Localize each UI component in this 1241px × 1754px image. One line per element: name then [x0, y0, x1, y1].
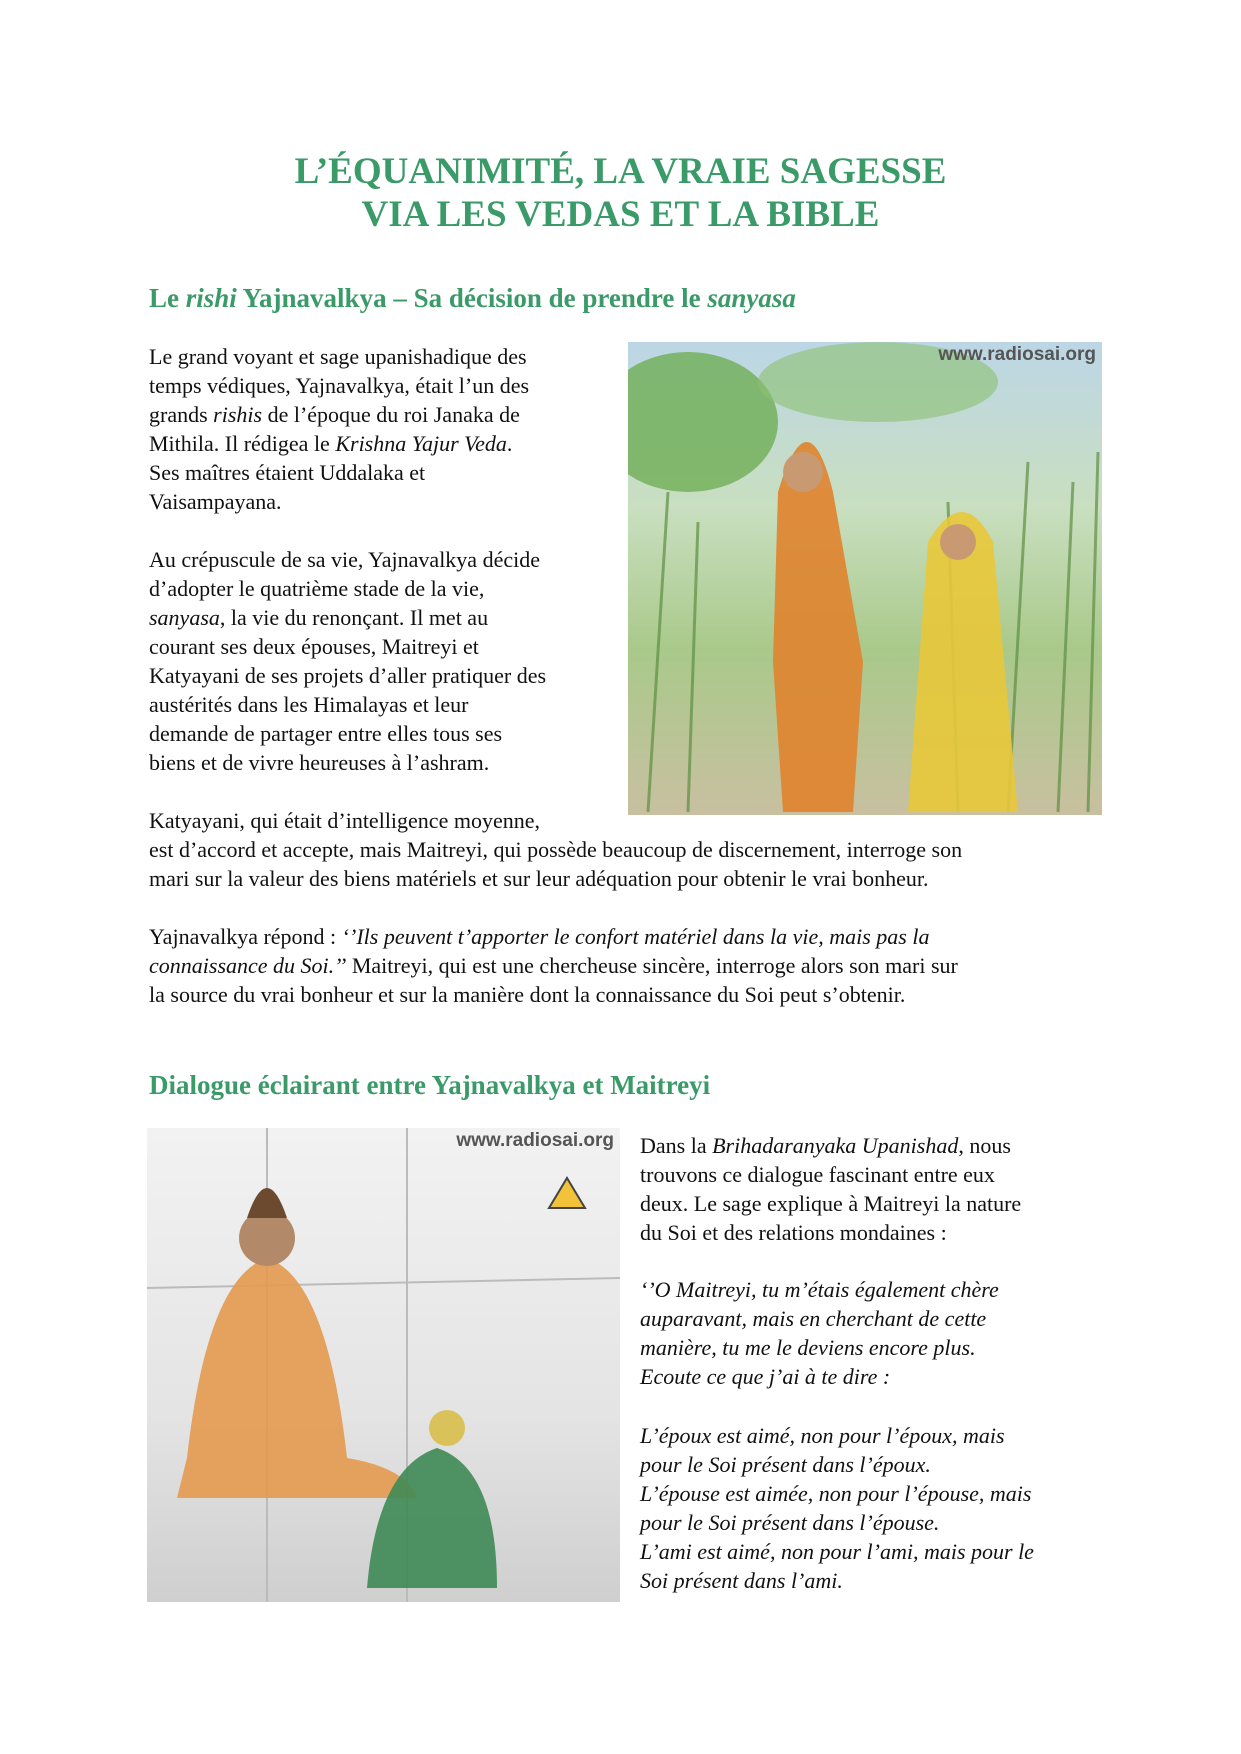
italic-text: connaissance du Soi.’’ [149, 953, 347, 978]
text-segment: Dans la [640, 1133, 713, 1158]
italic-text: rishi [185, 283, 237, 313]
text-segment: grands [149, 402, 214, 427]
image-watermark: www.radiosai.org [938, 344, 1096, 365]
italic-text: sanyasa [149, 605, 220, 630]
italic-text: L’époux est aimé, non pour l’époux, mais [640, 1423, 1005, 1448]
text-line [149, 980, 958, 1009]
text-segment: , la vie du renonçant. Il met au [219, 605, 489, 630]
text-line [149, 545, 546, 574]
text-segment: trouvons ce dialogue fascinant entre eux [640, 1162, 995, 1187]
text-line [640, 1304, 999, 1333]
paragraph-response [149, 922, 958, 1009]
text-segment: Katyayani de ses projets d’aller pratiquer des [149, 663, 547, 688]
section2-heading [149, 1069, 710, 1101]
italic-text: ‘’O Maitreyi, tu m’étais également chère [640, 1277, 999, 1302]
italic-text: Ecoute ce que j’ai à te dire : [640, 1364, 891, 1389]
dialogue-scene-drawing [147, 1128, 620, 1602]
text-line [149, 400, 529, 429]
italic-text: sanyasa [707, 283, 796, 313]
text-line [149, 458, 529, 487]
text-segment: du Soi et des relations mondaines : [640, 1220, 947, 1245]
paragraph-upanishad-intro [640, 1131, 1021, 1247]
italic-text: Soi présent dans l’ami. [640, 1568, 843, 1593]
text-segment: Mithila. Il rédigea le [149, 431, 336, 456]
quote-self-love [640, 1421, 1034, 1595]
text-segment: Maitreyi, qui est une chercheuse sincère, interroge alors son mari sur [346, 953, 958, 978]
text-segment: temps védiques, Yajnavalkya, était l’un des [149, 373, 530, 398]
text-line [149, 719, 546, 748]
text-segment: Ses maîtres étaient Uddalaka et [149, 460, 426, 485]
italic-text: L’épouse est aimée, non pour l’épouse, mais [640, 1481, 1032, 1506]
text-line [149, 574, 546, 603]
document-title-line-2: VIA LES VEDAS ET LA BIBLE [361, 194, 880, 235]
italic-text: ‘’Ils peuvent t’apporter le confort matériel dans la vie, mais pas la [341, 924, 930, 949]
paragraph-sanyasa-decision [149, 545, 546, 777]
illustration-yajnavalkya-and-wife [628, 342, 1102, 815]
image-watermark: www.radiosai.org [456, 1130, 614, 1151]
text-segment: de l’époque du roi Janaka de [262, 402, 520, 427]
text-line [640, 1450, 1034, 1479]
illustration-dialogue [147, 1128, 620, 1602]
forest-scene-drawing [628, 342, 1102, 815]
text-segment: . [506, 431, 513, 456]
italic-text: manière, tu me le deviens encore plus. [640, 1335, 976, 1360]
text-segment: courant ses deux épouses, Maitreyi et [149, 634, 479, 659]
text-segment: la source du vrai bonheur et sur la manière dont la connaissance du Soi peut s’obtenir. [149, 982, 906, 1007]
quote-maitreyi [640, 1275, 999, 1391]
text-line [640, 1333, 999, 1362]
text-line [640, 1189, 1021, 1218]
text-segment: mari sur la valeur des biens matériels et sur leur adéquation pour obtenir le vrai bonheur. [149, 866, 929, 891]
text-line [149, 835, 962, 864]
text-line [149, 806, 962, 835]
text-segment: , nous [958, 1133, 1011, 1158]
text-segment: Yajnavalkya – Sa décision de prendre le [236, 283, 708, 313]
text-line [149, 632, 546, 661]
text-segment: biens et de vivre heureuses à l’ashram. [149, 750, 490, 775]
text-line [149, 487, 529, 516]
text-segment: austérités dans les Himalayas et leur [149, 692, 469, 717]
text-line [640, 1131, 1021, 1160]
text-line [640, 1479, 1034, 1508]
text-line [149, 603, 546, 632]
text-line [149, 342, 529, 371]
text-line [149, 661, 546, 690]
text-line [640, 1218, 1021, 1247]
text-line [640, 1160, 1021, 1189]
italic-text: pour le Soi présent dans l’époux. [640, 1452, 931, 1477]
text-line [149, 1070, 710, 1100]
text-line [640, 1362, 999, 1391]
text-segment: Dialogue éclairant entre Yajnavalkya et Maitreyi [149, 1070, 711, 1100]
text-segment: Katyayani, qui était d’intelligence moyenne, [149, 808, 540, 833]
italic-text: rishis [213, 402, 263, 427]
text-segment: demande de partager entre elles tous ses [149, 721, 503, 746]
text-line [149, 429, 529, 458]
text-line [640, 1537, 1034, 1566]
text-segment: est d’accord et accepte, mais Maitreyi, qui possède beaucoup de discernement, interroge son [149, 837, 963, 862]
text-segment: Au crépuscule de sa vie, Yajnavalkya décide [149, 547, 540, 572]
text-line [640, 1566, 1034, 1595]
document-title-line-1: L’ÉQUANIMITÉ, LA VRAIE SAGESSE [294, 151, 947, 192]
italic-text: L’ami est aimé, non pour l’ami, mais pour le [640, 1539, 1034, 1564]
text-line [149, 748, 546, 777]
text-line [149, 864, 962, 893]
text-line [640, 1508, 1034, 1537]
text-line [149, 283, 796, 313]
text-line [640, 1275, 999, 1304]
italic-text: auparavant, mais en cherchant de cette [640, 1306, 987, 1331]
italic-text: Brihadaranyaka Upanishad [712, 1133, 959, 1158]
text-segment: Yajnavalkya répond : [149, 924, 342, 949]
text-segment: Le grand voyant et sage upanishadique des [149, 344, 527, 369]
text-segment: d’adopter le quatrième stade de la vie, [149, 576, 485, 601]
text-segment: Vaisampayana. [149, 489, 282, 514]
text-line [640, 1421, 1034, 1450]
text-line [149, 371, 529, 400]
text-line [149, 690, 546, 719]
paragraph-katyayani [149, 806, 962, 893]
paragraph-intro [149, 342, 529, 516]
text-segment: Le [149, 283, 186, 313]
italic-text: pour le Soi présent dans l’épouse. [640, 1510, 940, 1535]
text-line [149, 951, 958, 980]
text-line [149, 922, 958, 951]
italic-text: Krishna Yajur Veda [335, 431, 507, 456]
section1-heading [149, 282, 796, 314]
text-segment: deux. Le sage explique à Maitreyi la nature [640, 1191, 1022, 1216]
